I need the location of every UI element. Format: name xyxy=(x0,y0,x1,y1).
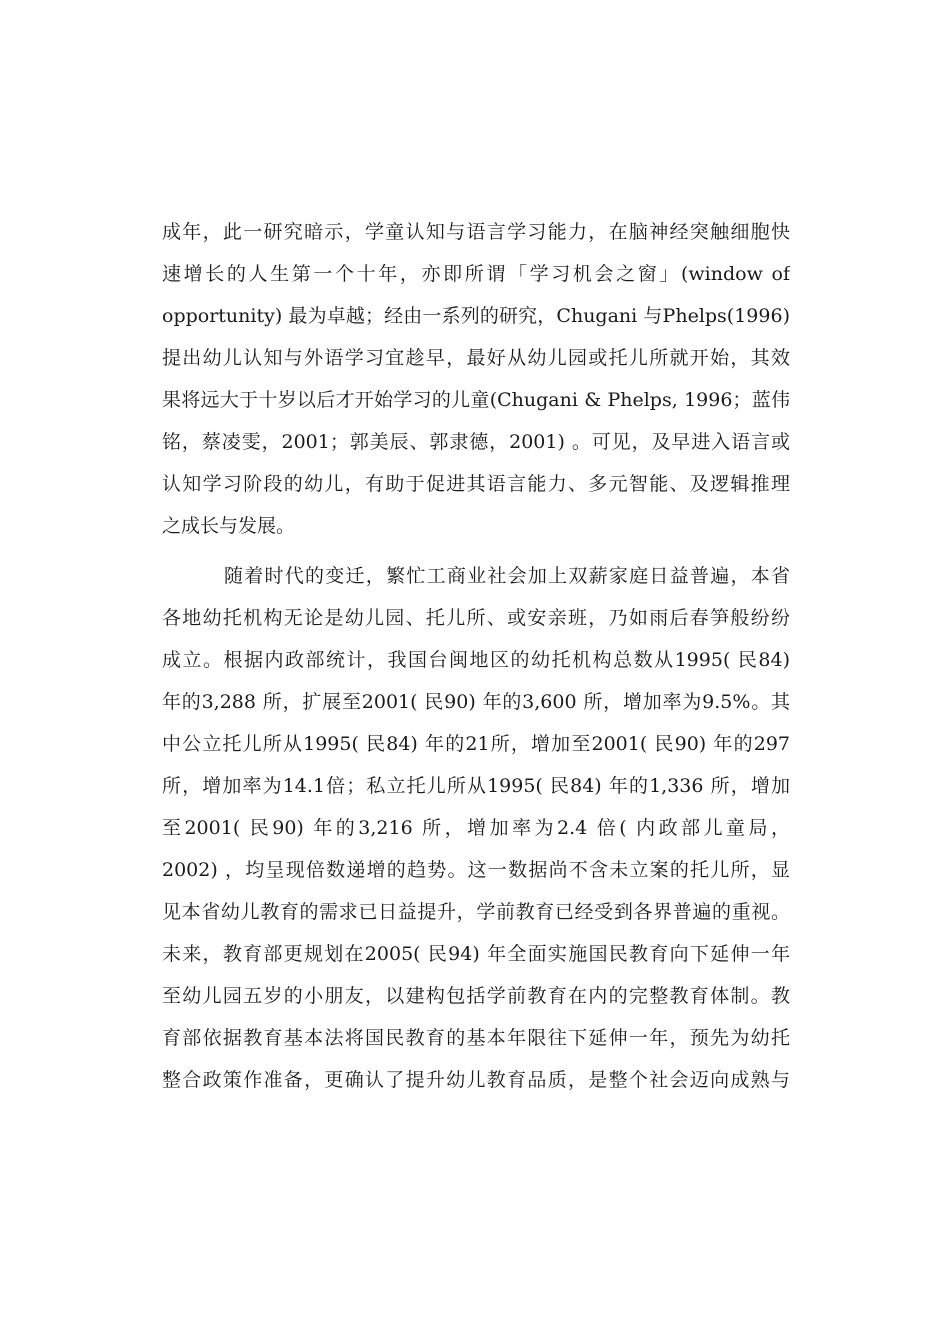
text-line: 铭，蔡凌雯，2001；郭美辰、郭隶德，2001) 。可见，及早进入语言或 xyxy=(162,431,790,453)
text-line: 整合政策作准备，更确认了提升幼儿教育品质，是整个社会迈向成熟与 xyxy=(162,1069,790,1091)
text-line: 见本省幼儿教育的需求已日益提升，学前教育已经受到各界普遍的重视。 xyxy=(162,901,790,923)
text-line: 所，增加率为14.1倍；私立托儿所从1995( 民84) 年的1,336 所，增加 xyxy=(162,775,790,797)
text-line: 认知学习阶段的幼儿，有助于促进其语言能力、多元智能、及逻辑推理 xyxy=(162,473,790,495)
text-line: 年的3,288 所，扩展至2001( 民90) 年的3,600 所，增加率为9.5%。其 xyxy=(162,691,790,713)
text-line: 果将远大于十岁以后才开始学习的儿童(Chugani & Phelps, 1996；蓝伟 xyxy=(162,389,790,411)
text-line: 各地幼托机构无论是幼儿园、托儿所、或安亲班，乃如雨后春笋般纷纷 xyxy=(162,607,790,629)
text-line: 至2001( 民90) 年的3,216 所，增加率为2.4 倍( 内政部儿童局， xyxy=(162,817,790,839)
text-line: 之成长与发展。 xyxy=(162,515,296,537)
text-line: 中公立托儿所从1995( 民84) 年的21所，增加至2001( 民90) 年的297 xyxy=(162,733,790,755)
text-line: opportunity) 最为卓越；经由一系列的研究，Chugani 与Phelps(1996) xyxy=(162,305,790,327)
text-line: 育部依据教育基本法将国民教育的基本年限往下延伸一年，预先为幼托 xyxy=(162,1027,790,1049)
text-line: 2002) ，均呈现倍数递增的趋势。这一数据尚不含未立案的托儿所，显 xyxy=(162,859,790,881)
text-line: 提出幼儿认知与外语学习宜趁早，最好从幼儿园或托儿所就开始，其效 xyxy=(162,347,790,369)
text-line: 随着时代的变迁，繁忙工商业社会加上双薪家庭日益普遍，本省 xyxy=(224,565,790,587)
text-line: 成年，此一研究暗示，学童认知与语言学习能力，在脑神经突触细胞快 xyxy=(162,221,790,243)
text-line: 成立。根据内政部统计，我国台闽地区的幼托机构总数从1995( 民84) xyxy=(162,649,790,671)
text-line: 未来，教育部更规划在2005( 民94) 年全面实施国民教育向下延伸一年 xyxy=(162,943,790,965)
text-line: 速增长的人生第一个十年，亦即所谓「学习机会之窗」(window of xyxy=(162,263,790,285)
text-line: 至幼儿园五岁的小朋友，以建构包括学前教育在内的完整教育体制。教 xyxy=(162,985,790,1007)
